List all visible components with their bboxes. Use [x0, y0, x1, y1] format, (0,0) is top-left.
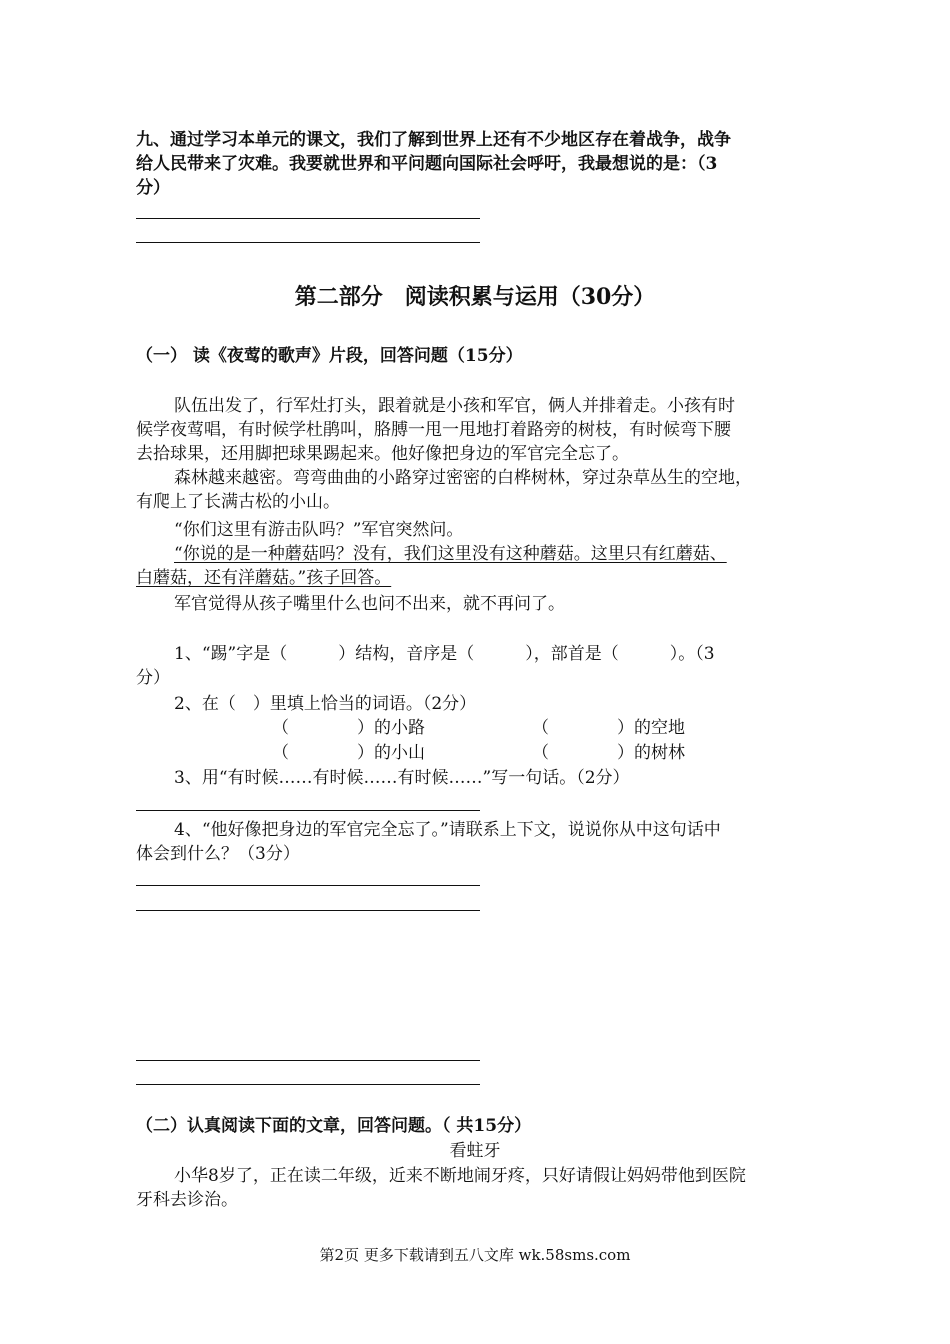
part2-title: 第二部分 阅读积累与运用（30分）: [294, 284, 656, 310]
article-line: 小华8岁了，正在读二年级，近来不断地闹牙疼，只好请假让妈妈带他到医院: [174, 1166, 746, 1186]
answer-line[interactable]: [136, 1084, 480, 1085]
passage-line: 去拾球果，还用脚把球果踢起来。他好像把身边的军官完全忘了。: [136, 444, 629, 464]
passage-line: 有爬上了长满古松的小山。: [136, 492, 340, 512]
fill-blank[interactable]: （ ）的树林: [532, 743, 685, 763]
answer-line[interactable]: [136, 1060, 480, 1061]
passage-line: 候学夜莺唱，有时候学杜鹃叫，胳膊一甩一甩地打着路旁的树枝，有时候弯下腰: [136, 420, 731, 440]
answer-line[interactable]: [136, 218, 480, 219]
question-1-cont: 分）: [136, 668, 170, 688]
underlined-passage-line: “你说的是一种蘑菇吗？没有，我们这里没有这种蘑菇。这里只有红蘑菇、: [174, 544, 727, 564]
question-1: 1、“踢”字是（ ）结构，音序是（ ），部首是（ ）。（3: [174, 644, 715, 664]
answer-line[interactable]: [136, 910, 480, 911]
section2-heading: （二）认真阅读下面的文章，回答问题。（ 共15分）: [136, 1116, 532, 1136]
article-line: 牙科去诊治。: [136, 1190, 238, 1210]
q9-line-3: 分）: [136, 178, 170, 198]
answer-line[interactable]: [136, 810, 480, 811]
question-2: 2、在（ ）里填上恰当的词语。（2分）: [174, 694, 477, 714]
question-3: 3、用“有时候……有时候……有时候……”写一句话。（2分）: [174, 768, 630, 788]
passage-line: 军官觉得从孩子嘴里什么也问不出来，就不再问了。: [174, 594, 565, 614]
q9-line-1: 九、通过学习本单元的课文，我们了解到世界上还有不少地区存在着战争，战争: [136, 130, 731, 150]
question-4-cont: 体会到什么？（3分）: [136, 844, 300, 864]
passage-line: 队伍出发了，行军灶打头，跟着就是小孩和军官，俩人并排着走。小孩有时: [174, 396, 735, 416]
page-footer: 第2页 更多下载请到五八文库 wk.58sms.com: [319, 1246, 631, 1264]
underlined-passage-line: 白蘑菇，还有洋蘑菇。”孩子回答。: [136, 568, 392, 588]
section1-heading: （一） 读《夜莺的歌声》片段，回答问题（15分）: [136, 346, 523, 366]
passage-line: 森林越来越密。弯弯曲曲的小路穿过密密的白桦树林，穿过杂草丛生的空地，: [174, 468, 752, 488]
fill-blank[interactable]: （ ）的小山: [272, 743, 425, 763]
q9-line-2: 给人民带来了灾难。我要就世界和平问题向国际社会呼吁，我最想说的是：（3: [136, 154, 718, 174]
question-4: 4、“他好像把身边的军官完全忘了。”请联系上下文，说说你从中这句话中: [174, 820, 721, 840]
passage-line: “你们这里有游击队吗？”军官突然问。: [174, 520, 464, 540]
fill-blank[interactable]: （ ）的空地: [532, 718, 685, 738]
fill-blank[interactable]: （ ）的小路: [272, 718, 425, 738]
article-title: 看蛀牙: [449, 1141, 501, 1161]
answer-line[interactable]: [136, 242, 480, 243]
answer-line[interactable]: [136, 885, 480, 886]
